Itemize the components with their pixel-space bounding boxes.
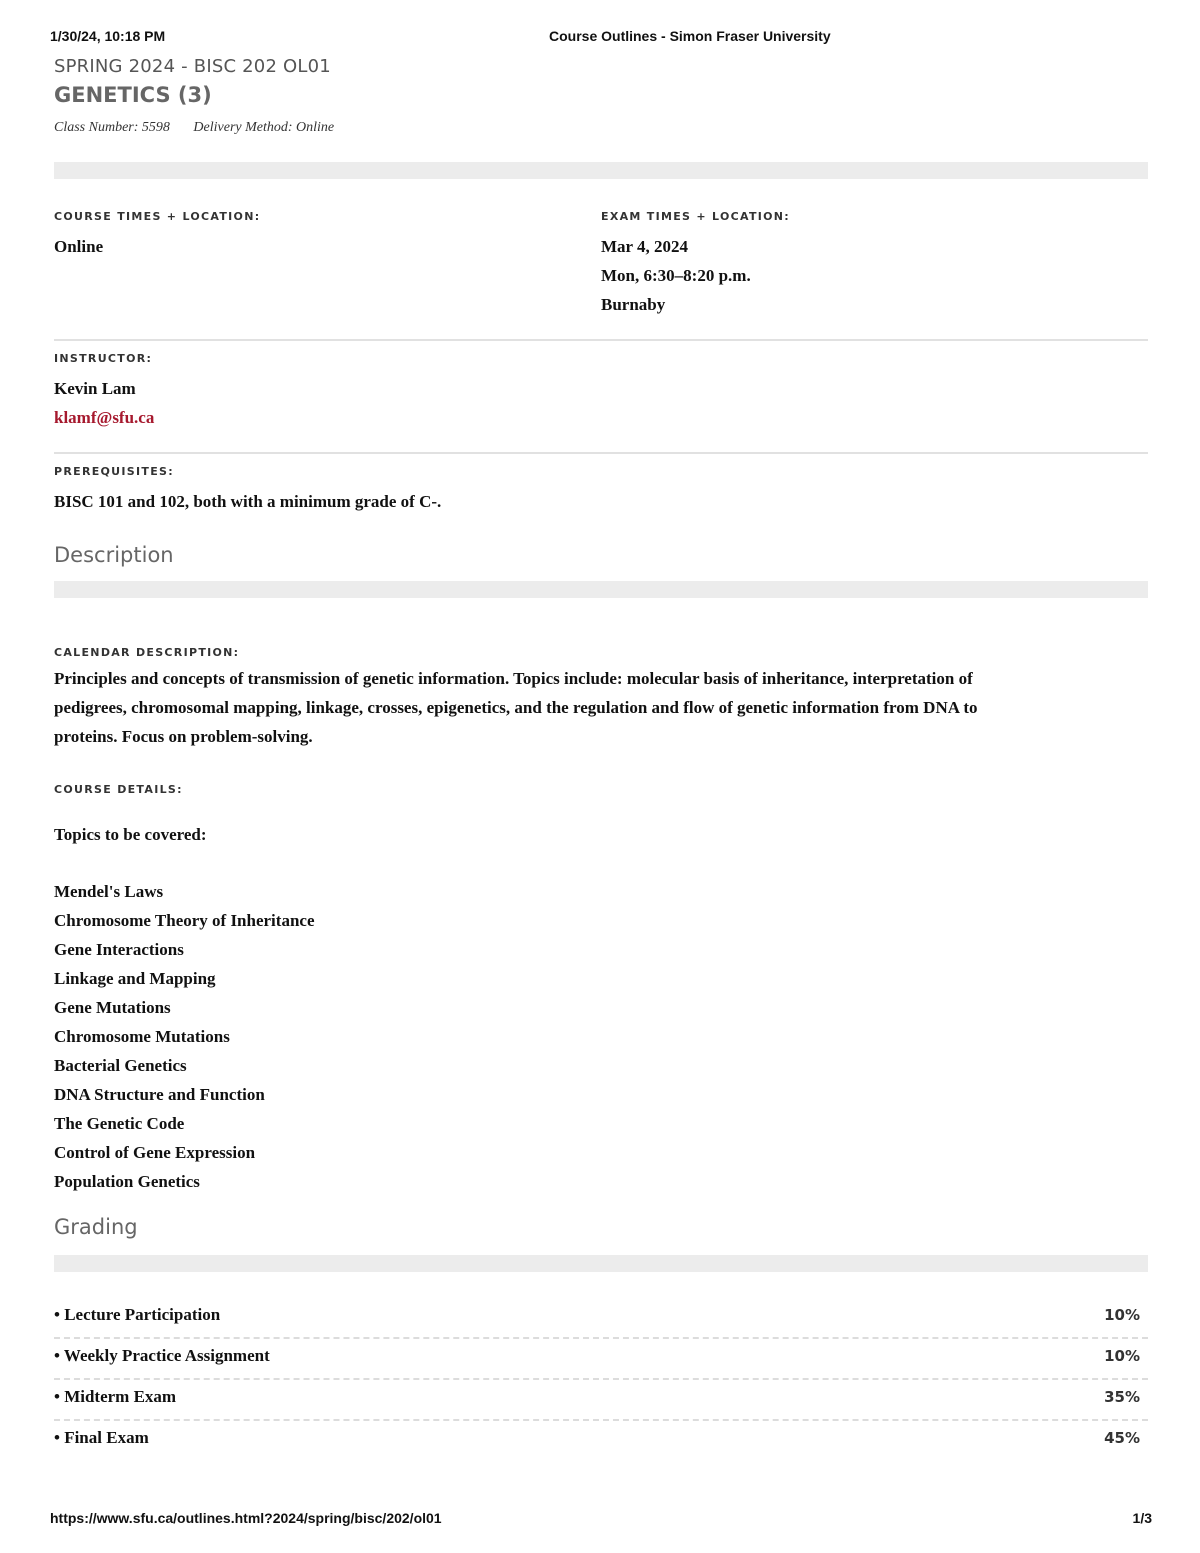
- grading-row: [54, 1381, 1148, 1421]
- calendar-description-label: CALENDAR DESCRIPTION:: [54, 646, 240, 659]
- row-divider: [54, 1378, 1148, 1380]
- instructor-email-link[interactable]: klamf@sfu.ca: [54, 408, 155, 427]
- class-number: Class Number: 5598: [54, 120, 170, 135]
- course-title: GENETICS (3): [54, 83, 212, 107]
- row-divider: [54, 1337, 1148, 1339]
- section-band: [54, 1255, 1148, 1272]
- divider: [54, 452, 1148, 454]
- grading-item-name: • Final Exam: [54, 1428, 149, 1447]
- print-footer: [50, 1510, 1152, 1530]
- prerequisites-text: BISC 101 and 102, both with a minimum grade of C-.: [54, 492, 442, 511]
- course-details-label: COURSE DETAILS:: [54, 783, 183, 796]
- exam-date: Mar 4, 2024: [601, 237, 689, 256]
- grading-item-name: • Midterm Exam: [54, 1387, 177, 1406]
- grading-heading: Grading: [54, 1215, 138, 1239]
- calendar-description-block: [54, 646, 1148, 751]
- prerequisites-block: [54, 465, 441, 516]
- delivery-method: Delivery Method: Online: [193, 120, 335, 135]
- grading-item-percent: 10%: [1104, 1306, 1140, 1324]
- description-heading: Description: [54, 543, 174, 567]
- print-header: [50, 28, 1150, 48]
- grading-row: [54, 1340, 1148, 1380]
- topic-item: The Genetic Code: [54, 1114, 185, 1133]
- section-band: [54, 162, 1148, 179]
- course-meta: [54, 120, 334, 136]
- print-date: 1/30/24, 10:18 PM: [50, 28, 166, 44]
- grading-item-name: • Lecture Participation: [54, 1305, 221, 1324]
- print-url: https://www.sfu.ca/outlines.html?2024/spring/bisc/202/ol01: [50, 1510, 442, 1526]
- topic-item: Gene Interactions: [54, 940, 184, 959]
- grading-item-percent: 10%: [1104, 1347, 1140, 1365]
- topic-item: Gene Mutations: [54, 998, 171, 1017]
- topic-item: Population Genetics: [54, 1172, 200, 1191]
- grading-row: [54, 1299, 1148, 1339]
- topic-item: Chromosome Mutations: [54, 1027, 230, 1046]
- topic-item: Mendel's Laws: [54, 882, 164, 901]
- divider: [54, 339, 1148, 341]
- course-term-line: SPRING 2024 - BISC 202 OL01: [54, 56, 331, 77]
- topic-item: Control of Gene Expression: [54, 1143, 256, 1162]
- row-divider: [54, 1419, 1148, 1421]
- calendar-description-line: proteins. Focus on problem-solving.: [54, 727, 313, 746]
- print-page-number: 1/3: [1132, 1510, 1152, 1526]
- topic-item: Bacterial Genetics: [54, 1056, 187, 1075]
- exam-time: Mon, 6:30–8:20 p.m.: [601, 266, 751, 285]
- section-band: [54, 581, 1148, 598]
- prerequisites-label: PREREQUISITES:: [54, 465, 174, 478]
- topic-item: DNA Structure and Function: [54, 1085, 265, 1104]
- print-page-title: Course Outlines - Simon Fraser University: [549, 28, 831, 44]
- exam-times-label: EXAM TIMES + LOCATION:: [601, 210, 790, 223]
- instructor-block: [54, 352, 154, 432]
- exam-times-block: [601, 210, 1141, 319]
- grading-row: [54, 1422, 1148, 1462]
- calendar-description-line: pedigrees, chromosomal mapping, linkage, crosses, epigenetics, and the regulation and flow of genetic information from DNA to: [54, 698, 978, 717]
- grading-item-percent: 35%: [1104, 1388, 1140, 1406]
- course-times-label: COURSE TIMES + LOCATION:: [54, 210, 261, 223]
- instructor-name: Kevin Lam: [54, 379, 136, 398]
- instructor-label: INSTRUCTOR:: [54, 352, 153, 365]
- topics-list: [54, 877, 315, 1196]
- exam-location: Burnaby: [601, 295, 666, 314]
- topic-item: Chromosome Theory of Inheritance: [54, 911, 315, 930]
- course-times-block: [54, 210, 574, 261]
- topics-heading: Topics to be covered:: [54, 825, 207, 844]
- course-times-value: Online: [54, 237, 104, 256]
- calendar-description-line: Principles and concepts of transmission of genetic information. Topics include: molecular basis of inheritance, interpretation of: [54, 669, 973, 688]
- grading-item-percent: 45%: [1104, 1429, 1140, 1447]
- topic-item: Linkage and Mapping: [54, 969, 216, 988]
- grading-item-name: • Weekly Practice Assignment: [54, 1346, 270, 1365]
